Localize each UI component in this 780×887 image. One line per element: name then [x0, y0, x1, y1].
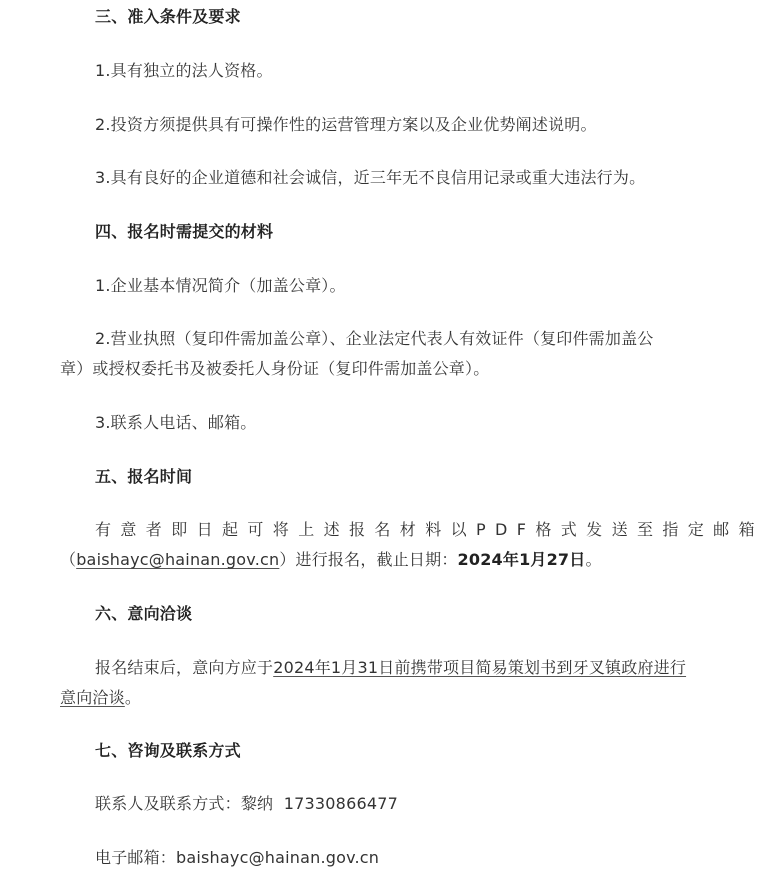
- email-label: 电子邮箱：: [95, 848, 177, 867]
- deadline-date: 2024年1月27日: [457, 550, 586, 569]
- section-6-line-1: [95, 656, 686, 680]
- contact-line: [95, 792, 398, 816]
- section-6-line-1-prefix: 报名结束后，意向方应于: [95, 658, 274, 677]
- section-5-line-2-end: 。: [585, 550, 602, 569]
- section-6-line-2: [60, 686, 141, 710]
- section-7-heading: 七、咨询及联系方式: [95, 741, 241, 760]
- section-5-line-1-text: 有意者即日起可将上述报名材料以PDF格式发送至指定邮箱: [95, 520, 764, 539]
- contact-email-link[interactable]: baishayc@hainan.gov.cn: [176, 848, 380, 867]
- section-4-heading: 四、报名时需提交的材料: [95, 222, 274, 241]
- section-6-line-2-underlined: 意向洽谈: [60, 688, 125, 707]
- section-4-item-2-line-2: 章）或授权委托书及被委托人身份证（复印件需加盖公章）。: [60, 359, 490, 378]
- section-4-item-1: 1.企业基本情况简介（加盖公章）。: [95, 276, 346, 295]
- section-3-heading: 三、准入条件及要求: [95, 7, 241, 26]
- signup-email-link[interactable]: baishayc@hainan.gov.cn: [76, 550, 280, 569]
- section-4-item-2-line-1: 2.营业执照（复印件需加盖公章）、企业法定代表人有效证件（复印件需加盖公: [95, 329, 654, 348]
- section-3-item-3: 3.具有良好的企业道德和社会诚信，近三年无不良信用记录或重大违法行为。: [95, 168, 646, 187]
- email-line: [95, 846, 379, 870]
- contact-value: 黎纳 17330866477: [240, 794, 398, 813]
- section-3-item-2: 2.投资方须提供具有可操作性的运营管理方案以及企业优势阐述说明。: [95, 115, 597, 134]
- section-5-line-1: [95, 518, 764, 542]
- section-5-line-2-mid: ）进行报名，截止日期：: [279, 550, 458, 569]
- section-4-item-3: 3.联系人电话、邮箱。: [95, 413, 257, 432]
- section-3-item-1: 1.具有独立的法人资格。: [95, 61, 273, 80]
- section-6-line-2-end: 。: [124, 688, 142, 707]
- section-5-heading: 五、报名时间: [95, 467, 193, 486]
- section-5-line-2: [60, 548, 602, 572]
- section-5-open-paren: （: [60, 550, 77, 569]
- section-6-heading: 六、意向洽谈: [95, 604, 193, 623]
- section-6-line-1-underlined: 2024年1月31日前携带项目简易策划书到牙叉镇政府进行: [273, 658, 687, 677]
- contact-label: 联系人及联系方式：: [95, 794, 241, 813]
